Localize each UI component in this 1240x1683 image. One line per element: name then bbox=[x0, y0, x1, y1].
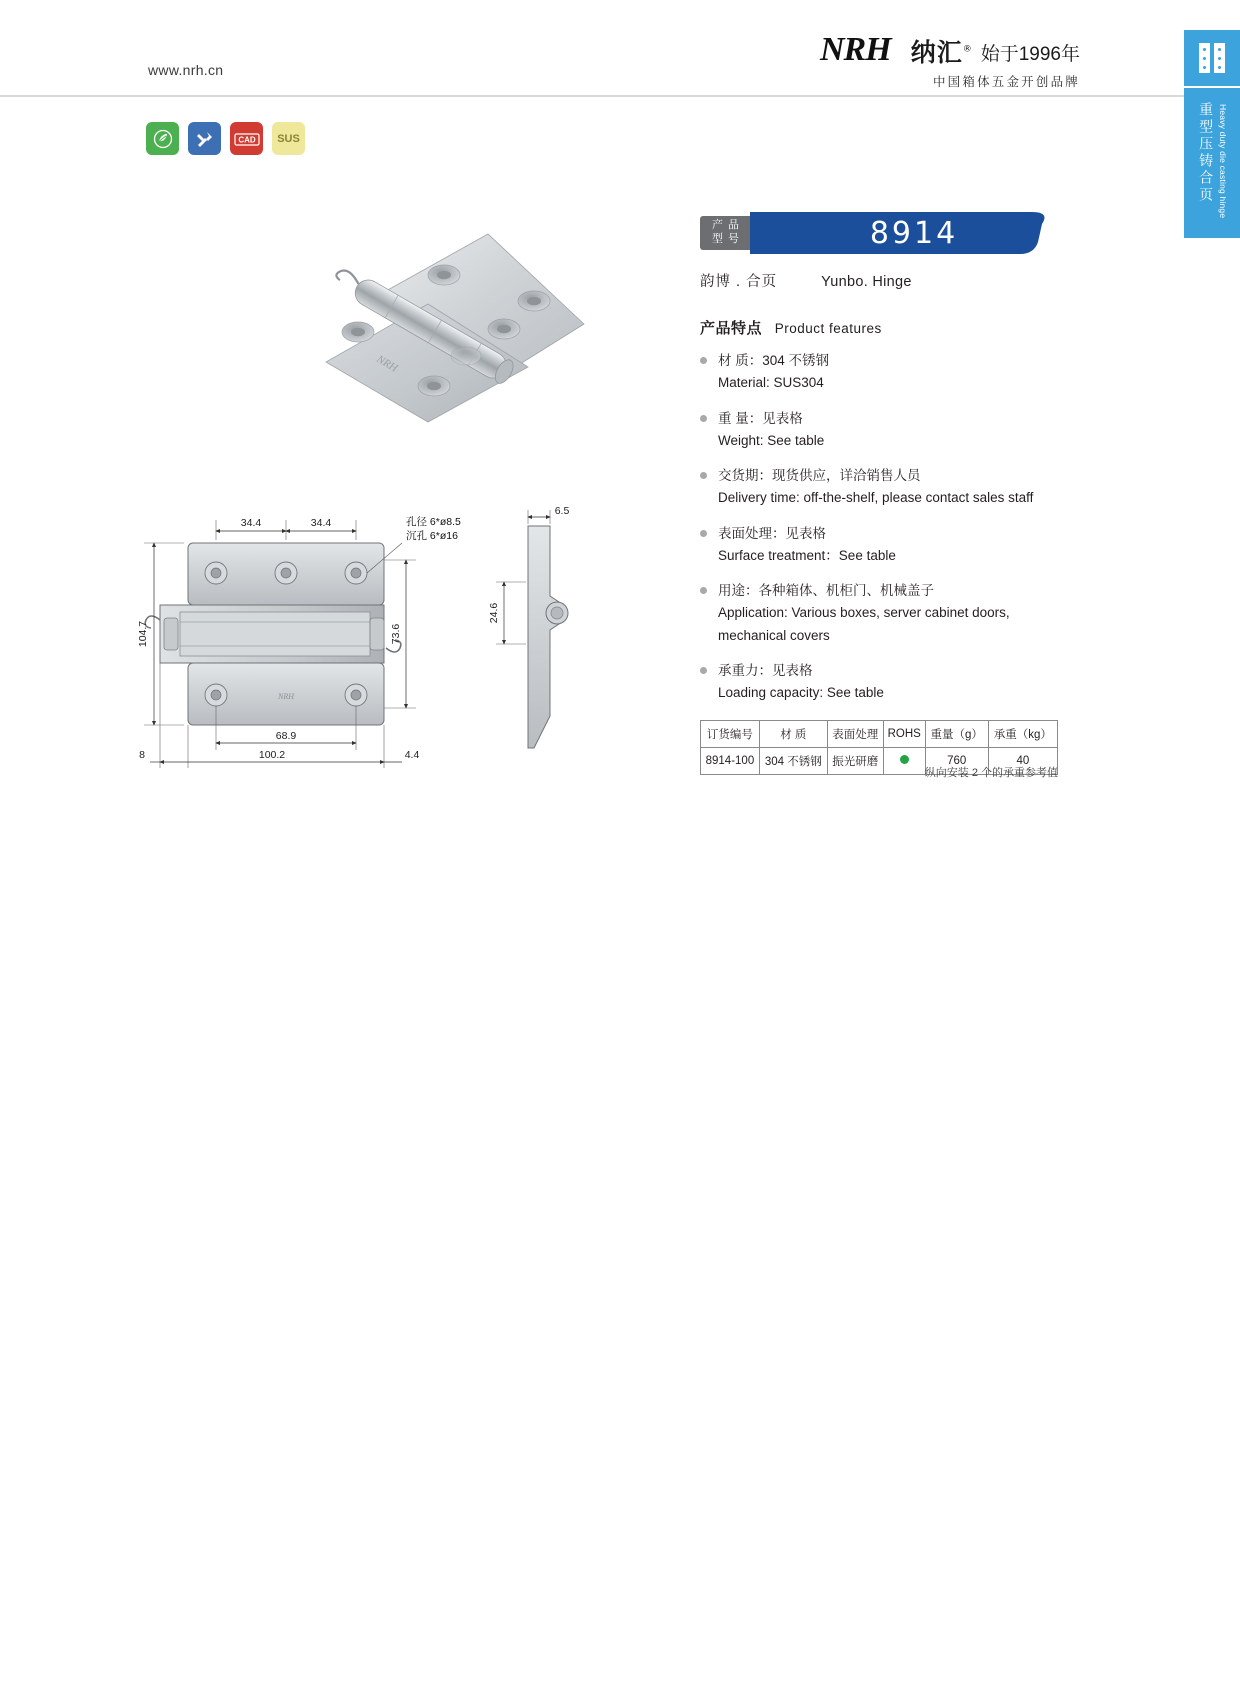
brand-tagline: 中国箱体五金开创品牌 bbox=[932, 75, 1080, 89]
feature-en: Weight: See table bbox=[718, 432, 825, 448]
sus-badge: SUS bbox=[272, 122, 305, 155]
side-tab-label-en: Heavy duty die casting hinge bbox=[1218, 104, 1229, 219]
feature-item bbox=[700, 465, 1060, 510]
series-row bbox=[700, 270, 1060, 291]
dim-hole-note-1: 孔径 6*ø8.5 bbox=[406, 516, 461, 528]
feature-cn: 用途：各种箱体、机柜门、机械盖子 bbox=[718, 583, 934, 599]
bullet-icon bbox=[700, 472, 707, 479]
rohs-indicator bbox=[900, 755, 909, 764]
side-tab-label-cn: 重型压铸合页 bbox=[1198, 102, 1215, 204]
feature-item bbox=[700, 408, 1060, 453]
model-number: 8914 bbox=[869, 215, 959, 251]
dim-bottom-right: 4.4 bbox=[404, 749, 420, 761]
certification-badges bbox=[146, 122, 305, 155]
feature-en: Application: Various boxes, server cabinet doors, mechanical covers bbox=[718, 605, 1010, 643]
series-name-en: Yunbo. Hinge bbox=[821, 274, 912, 290]
col-weight: 重量（g） bbox=[925, 721, 988, 748]
feature-en: Surface treatment：See table bbox=[718, 547, 896, 563]
table-header-row bbox=[701, 721, 1058, 748]
svg-text:CAD: CAD bbox=[237, 135, 256, 145]
cell-surface: 振光研磨 bbox=[827, 748, 883, 775]
dim-bottom-total: 100.2 bbox=[258, 749, 286, 761]
dim-left-height: 104.7 bbox=[137, 620, 149, 648]
col-capacity: 承重（kg） bbox=[988, 721, 1057, 748]
bullet-icon bbox=[700, 415, 707, 422]
col-surface: 表面处理 bbox=[827, 721, 883, 748]
hinge-icon bbox=[1184, 30, 1240, 86]
feature-item bbox=[700, 523, 1060, 568]
brand-logo bbox=[820, 31, 1080, 89]
model-tag-line1: 产 品 bbox=[711, 219, 741, 232]
col-rohs: ROHS bbox=[883, 721, 925, 748]
brand-logo-en: NRH bbox=[820, 31, 891, 68]
header-divider bbox=[0, 95, 1240, 97]
feature-en: Loading capacity: See table bbox=[718, 685, 884, 701]
feature-item bbox=[700, 350, 1060, 395]
dim-top-left: 34.4 bbox=[240, 517, 262, 529]
rohs-badge bbox=[146, 122, 179, 155]
tool-badge bbox=[188, 122, 221, 155]
feature-item bbox=[700, 660, 1060, 705]
model-tag-line2: 型 号 bbox=[711, 233, 741, 245]
page-header bbox=[0, 0, 1240, 96]
technical-drawing bbox=[120, 500, 680, 790]
model-row bbox=[700, 210, 1060, 256]
features-title-cn: 产品特点 bbox=[700, 320, 763, 337]
feature-cn: 承重力：见表格 bbox=[718, 662, 813, 678]
cell-material: 304 不锈钢 bbox=[759, 748, 827, 775]
brand-logo-cn: 纳汇® bbox=[910, 38, 973, 67]
dim-bottom-left: 8 bbox=[139, 749, 145, 761]
col-order-no: 订货编号 bbox=[701, 721, 760, 748]
dim-side-height: 24.6 bbox=[488, 602, 500, 624]
dim-hole-note-2: 沉孔 6*ø16 bbox=[406, 530, 458, 542]
model-tag bbox=[700, 216, 752, 250]
features-title-en: Product features bbox=[774, 321, 882, 336]
product-photo bbox=[266, 206, 626, 476]
svg-text:NRH: NRH bbox=[278, 692, 294, 701]
col-material: 材 质 bbox=[759, 721, 827, 748]
features-title bbox=[700, 317, 1060, 338]
feature-cn: 表面处理：见表格 bbox=[718, 525, 826, 541]
dim-bottom-inner: 68.9 bbox=[275, 730, 297, 742]
feature-en: Material: SUS304 bbox=[718, 375, 824, 391]
cell-weight: 760 bbox=[925, 748, 988, 775]
svg-text:NRH: NRH bbox=[374, 353, 400, 375]
bullet-icon bbox=[700, 667, 707, 674]
bullet-icon bbox=[700, 530, 707, 537]
registered-mark: ® bbox=[962, 44, 973, 55]
series-name-cn: 韵博 . 合页 bbox=[700, 274, 778, 290]
product-info bbox=[700, 210, 1060, 717]
bullet-icon bbox=[700, 587, 707, 594]
dim-top-right: 34.4 bbox=[310, 517, 332, 529]
cell-order-no: 8914-100 bbox=[701, 748, 760, 775]
feature-cn: 交货期：现货供应，详洽销售人员 bbox=[718, 468, 921, 484]
feature-en: Delivery time: off-the-shelf, please contact sales staff bbox=[718, 490, 1034, 506]
brand-since: 始于1996年 bbox=[980, 44, 1080, 65]
feature-cn: 材 质：304 不锈钢 bbox=[718, 353, 830, 368]
table-note: 纵向安装 2 个的承重参考值 bbox=[924, 767, 1058, 779]
model-banner bbox=[750, 212, 1060, 254]
dim-side-top: 6.5 bbox=[554, 505, 570, 517]
bullet-icon bbox=[700, 357, 707, 364]
feature-item bbox=[700, 580, 1060, 647]
dim-right-height: 73.6 bbox=[390, 623, 402, 645]
feature-cn: 重 量：见表格 bbox=[718, 410, 803, 426]
cell-capacity: 40 bbox=[988, 748, 1057, 775]
side-tab bbox=[1184, 30, 1240, 238]
cad-badge bbox=[230, 122, 263, 155]
features-list bbox=[700, 350, 1060, 704]
website-url: www.nrh.cn bbox=[148, 62, 224, 78]
